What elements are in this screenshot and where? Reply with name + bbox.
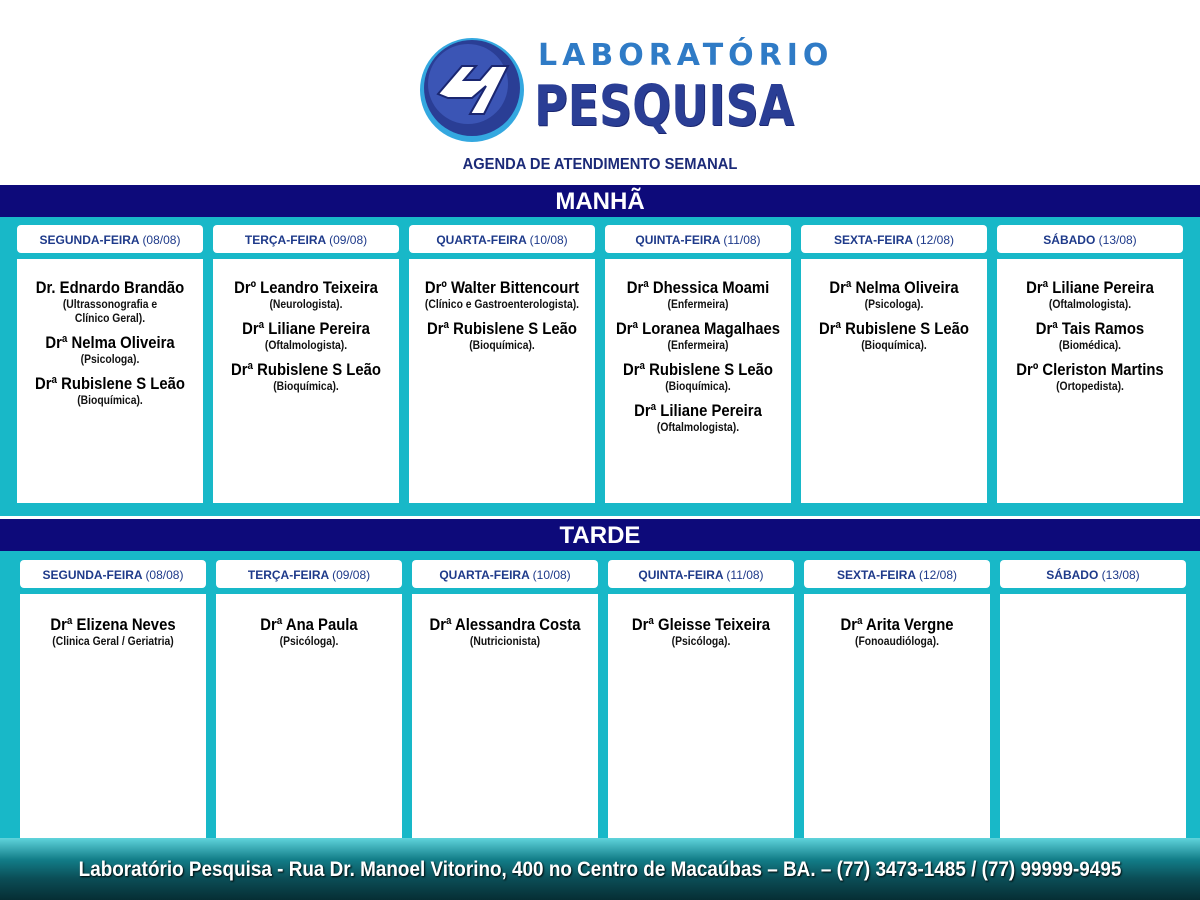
schedule-entry: [17, 279, 203, 326]
day-column: [409, 259, 595, 503]
day-name: TERÇA-FEIRA: [247, 568, 329, 582]
day-header: [801, 225, 987, 253]
day-column: [20, 594, 206, 838]
day-date: (13/08): [1098, 233, 1137, 247]
schedule-entry: [605, 320, 791, 353]
doctor-name: Drª Rubislene S Leão: [35, 375, 185, 393]
day-name: QUARTA-FEIRA: [439, 568, 530, 582]
day-name: SEGUNDA-FEIRA: [42, 568, 143, 582]
day-name: TERÇA-FEIRA: [244, 233, 326, 247]
doctor-specialty: (Bioquímica).: [77, 395, 143, 407]
doctor-specialty: (Bioquímica).: [665, 381, 731, 393]
doctor-name: Drª Liliane Pereira: [1026, 279, 1154, 297]
day-header: [412, 560, 598, 588]
schedule-entry: [213, 320, 399, 353]
day-header: [213, 225, 399, 253]
doctor-specialty: (Bioquímica).: [861, 340, 927, 352]
schedule-entry: [997, 279, 1183, 312]
schedule-entry: [608, 616, 794, 649]
doctor-specialty: (Bioquímica).: [469, 340, 535, 352]
doctor-name: Drª Alessandra Costa: [429, 616, 581, 634]
doctor-specialty: (Bioquímica).: [273, 381, 339, 393]
schedule-entry: [804, 616, 990, 649]
doctor-specialty: (Biomédica).: [1058, 340, 1122, 352]
doctor-specialty: (Nutricionista): [469, 636, 541, 648]
day-column: [412, 594, 598, 838]
day-column: [216, 594, 402, 838]
day-header: [608, 560, 794, 588]
day-name: SÁBADO: [1043, 233, 1096, 247]
doctor-specialty: (Fonoaudióloga).: [855, 636, 939, 648]
logo: [418, 36, 834, 144]
doctor-specialty: (Ultrassonografia e Clínico Geral).: [62, 299, 158, 325]
day-date: (12/08): [918, 568, 958, 582]
page-subtitle: AGENDA DE ATENDIMENTO SEMANAL: [462, 156, 738, 173]
day-name: QUARTA-FEIRA: [436, 233, 527, 247]
doctor-name: Drª Rubislene S Leão: [427, 320, 577, 338]
schedule-entry: [409, 320, 595, 353]
afternoon-section-bar: TARDE: [0, 519, 1200, 551]
day-header: [605, 225, 791, 253]
doctor-name: Drª Tais Ramos: [1035, 320, 1145, 338]
doctor-specialty: (Ortopedista).: [1056, 381, 1124, 393]
lab-emblem-icon: [418, 36, 526, 144]
doctor-name: Drº Cleriston Martins: [1016, 361, 1164, 379]
doctor-name: Drª Liliane Pereira: [634, 402, 762, 420]
doctor-name: Dr. Ednardo Brandão: [35, 279, 185, 297]
doctor-name: Drª Rubislene S Leão: [623, 361, 773, 379]
morning-section-bar: MANHÃ: [0, 185, 1200, 217]
day-date: (08/08): [145, 568, 184, 582]
schedule-entry: [409, 279, 595, 312]
day-date: (09/08): [332, 568, 371, 582]
doctor-name: Drª Gleisse Teixeira: [631, 616, 771, 634]
day-column: [213, 259, 399, 503]
day-date: (09/08): [329, 233, 368, 247]
doctor-name: Drª Arita Vergne: [840, 616, 954, 634]
day-header: [804, 560, 990, 588]
day-column: [608, 594, 794, 838]
doctor-specialty: (Neurologista).: [269, 299, 343, 311]
day-name: SÁBADO: [1046, 568, 1099, 582]
doctor-name: Drª Loranea Magalhaes: [616, 320, 780, 338]
day-column: [17, 259, 203, 503]
schedule-entry: [801, 279, 987, 312]
day-date: (10/08): [529, 233, 568, 247]
day-name: QUINTA-FEIRA: [638, 568, 724, 582]
day-header: [1000, 560, 1186, 588]
schedule-entry: [17, 375, 203, 408]
schedule-entry: [213, 279, 399, 312]
doctor-specialty: (Oftalmologista).: [264, 340, 348, 352]
doctor-name: Drª Elizena Neves: [50, 616, 176, 634]
doctor-specialty: (Psicologa).: [80, 354, 140, 366]
brand-line2: PESQUISA: [534, 74, 795, 139]
schedule-entry: [17, 334, 203, 367]
doctor-specialty: (Clínico e Gastroenterologista).: [424, 299, 580, 311]
doctor-specialty: (Clinica Geral / Geriatria): [52, 636, 174, 648]
day-column: [801, 259, 987, 503]
schedule-entry: [997, 361, 1183, 394]
day-name: QUINTA-FEIRA: [635, 233, 721, 247]
schedule-entry: [216, 616, 402, 649]
day-column: [997, 259, 1183, 503]
doctor-specialty: (Psicóloga).: [279, 636, 339, 648]
schedule-entry: [605, 361, 791, 394]
doctor-specialty: (Psicologa).: [864, 299, 924, 311]
doctor-name: Drª Nelma Oliveira: [45, 334, 175, 352]
doctor-name: Drª Rubislene S Leão: [231, 361, 381, 379]
day-column: [1000, 594, 1186, 838]
day-date: (12/08): [915, 233, 955, 247]
day-column: [605, 259, 791, 503]
footer-address: Laboratório Pesquisa - Rua Dr. Manoel Vitorino, 400 no Centro de Macaúbas – BA. – (77) 3473-1485 / (77) 99999-9495: [78, 858, 1122, 881]
doctor-name: Drª Nelma Oliveira: [829, 279, 959, 297]
day-name: SEXTA-FEIRA: [833, 233, 913, 247]
day-header: [216, 560, 402, 588]
schedule-entry: [801, 320, 987, 353]
day-header: [997, 225, 1183, 253]
schedule-entry: [605, 279, 791, 312]
schedule-entry: [20, 616, 206, 649]
day-date: (11/08): [723, 233, 761, 247]
day-name: SEGUNDA-FEIRA: [39, 233, 140, 247]
doctor-specialty: (Enfermeira): [667, 340, 729, 352]
doctor-name: Drª Liliane Pereira: [242, 320, 370, 338]
doctor-specialty: (Psicóloga).: [671, 636, 731, 648]
doctor-name: Drº Walter Bittencourt: [424, 279, 580, 297]
schedule-entry: [213, 361, 399, 394]
day-header: [409, 225, 595, 253]
schedule-entry: [412, 616, 598, 649]
doctor-name: Drº Leandro Teixeira: [234, 279, 378, 297]
day-date: (10/08): [532, 568, 571, 582]
day-header: [20, 560, 206, 588]
day-name: SEXTA-FEIRA: [836, 568, 916, 582]
day-column: [804, 594, 990, 838]
doctor-specialty: (Oftalmologista).: [1048, 299, 1132, 311]
doctor-specialty: (Enfermeira): [667, 299, 729, 311]
day-header: [17, 225, 203, 253]
doctor-name: Drª Ana Paula: [260, 616, 358, 634]
day-date: (08/08): [142, 233, 181, 247]
day-date: (11/08): [726, 568, 764, 582]
doctor-specialty: (Oftalmologista).: [656, 422, 740, 434]
schedule-entry: [605, 402, 791, 435]
doctor-name: Drª Dhessica Moami: [626, 279, 770, 297]
doctor-name: Drª Rubislene S Leão: [819, 320, 969, 338]
schedule-entry: [997, 320, 1183, 353]
brand-line1: LABORATÓRIO: [538, 38, 834, 73]
day-date: (13/08): [1101, 568, 1140, 582]
